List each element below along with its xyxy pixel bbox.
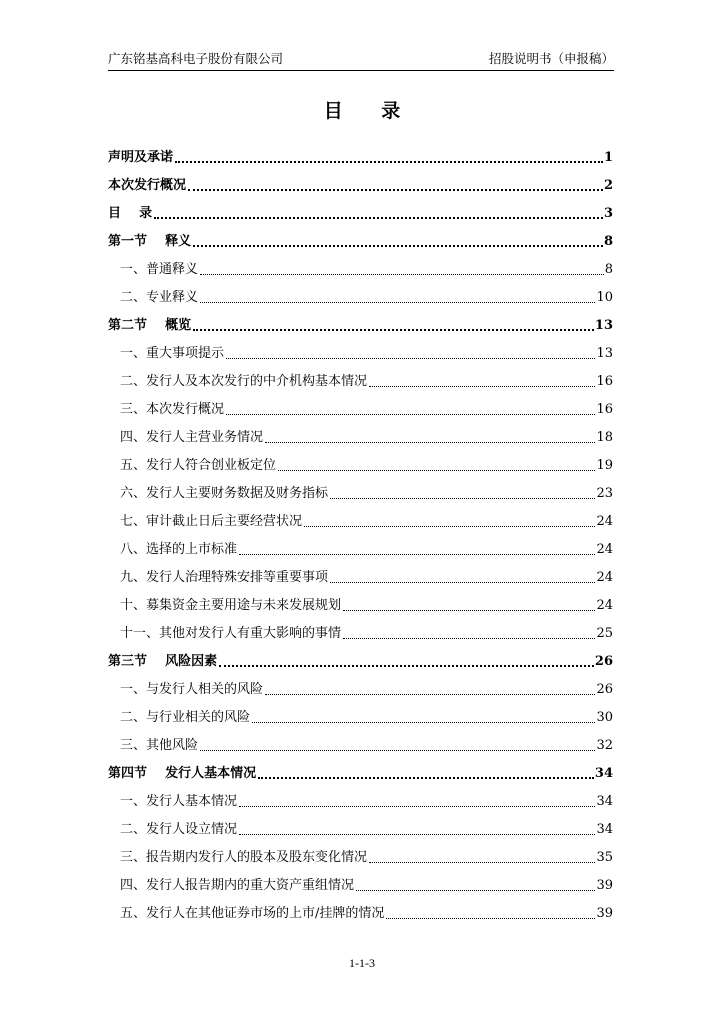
toc-entry-page: 26 — [594, 654, 613, 669]
toc-entry-page: 32 — [596, 738, 613, 753]
toc-entry-page: 2 — [603, 178, 613, 193]
toc-entry-label: 七、审计截止日后主要经营状况 — [120, 514, 303, 529]
toc-entry-label: 四、发行人主营业务情况 — [120, 430, 264, 445]
toc-leader-dots — [193, 328, 594, 331]
toc-entry-label: 二、发行人设立情况 — [120, 822, 238, 837]
toc-entry-label: 二、发行人及本次发行的中介机构基本情况 — [120, 374, 368, 389]
toc-entry-label: 四、发行人报告期内的重大资产重组情况 — [120, 878, 355, 893]
toc-entry-page: 39 — [596, 878, 613, 893]
toc-entry-label: 第四节 发行人基本情况 — [108, 766, 257, 781]
toc-entry-page: 30 — [596, 710, 613, 725]
toc-entry-page: 25 — [596, 626, 613, 641]
toc-entry[interactable] — [108, 558, 613, 586]
toc-leader-dots — [239, 833, 595, 835]
page-number: 1-1-3 — [349, 956, 375, 970]
toc-entry-label: 声明及承诺 — [108, 150, 174, 165]
toc-entry[interactable] — [108, 502, 613, 530]
toc-entry-label: 十一、其他对发行人有重大影响的事情 — [120, 626, 342, 641]
toc-entry[interactable] — [108, 166, 613, 194]
toc-entry[interactable] — [108, 698, 613, 726]
toc-leader-dots — [154, 216, 603, 219]
toc-entry-page: 13 — [596, 346, 613, 361]
toc-leader-dots — [343, 637, 595, 639]
toc-entry-label: 本次发行概况 — [108, 178, 187, 193]
toc-entry[interactable] — [108, 418, 613, 446]
toc-entry-page: 23 — [596, 486, 613, 501]
toc-leader-dots — [219, 664, 594, 667]
toc-entry-label: 一、重大事项提示 — [120, 346, 225, 361]
toc-entry[interactable] — [108, 194, 613, 222]
toc-entry-page: 39 — [596, 906, 613, 921]
toc-entry-label: 十、募集资金主要用途与未来发展规划 — [120, 598, 342, 613]
toc-leader-dots — [386, 917, 595, 919]
toc-entry-label: 三、其他风险 — [120, 738, 199, 753]
toc-entry[interactable] — [108, 474, 613, 502]
toc-entry-label: 三、本次发行概况 — [120, 402, 225, 417]
toc-entry-label: 目 录 — [108, 206, 153, 221]
toc-entry-page: 19 — [596, 458, 613, 473]
toc-entry[interactable] — [108, 782, 613, 810]
toc-entry-label: 二、专业释义 — [120, 290, 199, 305]
toc-entry-label: 第一节 释义 — [108, 234, 192, 249]
page-header — [108, 50, 614, 71]
toc-entry-page: 35 — [596, 850, 613, 865]
toc-leader-dots — [200, 749, 595, 751]
toc-entry-label: 二、与行业相关的风险 — [120, 710, 251, 725]
toc-entry[interactable] — [108, 334, 613, 362]
toc-leader-dots — [304, 525, 595, 527]
toc-leader-dots — [226, 413, 595, 415]
toc-entry-page: 34 — [594, 766, 613, 781]
toc-leader-dots — [200, 301, 595, 303]
toc-leader-dots — [265, 693, 595, 695]
toc-leader-dots — [188, 188, 603, 191]
toc-leader-dots — [258, 776, 594, 779]
toc-entry-page: 18 — [596, 430, 613, 445]
toc-leader-dots — [239, 553, 595, 555]
toc-leader-dots — [369, 385, 595, 387]
header-company: 广东铭基高科电子股份有限公司 — [108, 51, 284, 66]
toc-entry[interactable] — [108, 726, 613, 754]
toc-entry-page: 3 — [603, 206, 613, 221]
toc-leader-dots — [252, 721, 595, 723]
toc-entry[interactable] — [108, 390, 613, 418]
toc-entry-page: 24 — [596, 514, 613, 529]
toc-leader-dots — [175, 160, 603, 163]
toc-leader-dots — [200, 273, 604, 275]
toc-entry-label: 六、发行人主要财务数据及财务指标 — [120, 486, 329, 501]
toc-entry[interactable] — [108, 530, 613, 558]
toc-entry-label: 九、发行人治理特殊安排等重要事项 — [120, 570, 329, 585]
toc-leader-dots — [193, 244, 603, 247]
toc-entry[interactable] — [108, 642, 613, 670]
toc-entry[interactable] — [108, 446, 613, 474]
toc-entry[interactable] — [108, 894, 613, 922]
toc-entry-page: 34 — [596, 822, 613, 837]
toc-entry[interactable] — [108, 278, 613, 306]
toc-entry-label: 五、发行人在其他证券市场的上市/挂牌的情况 — [120, 906, 385, 921]
toc-leader-dots — [343, 609, 595, 611]
page-title: 目 录 — [323, 100, 417, 122]
toc-entry-label: 一、与发行人相关的风险 — [120, 682, 264, 697]
toc-entry-page: 13 — [594, 318, 613, 333]
toc-entry-label: 一、发行人基本情况 — [120, 794, 238, 809]
toc-entry[interactable] — [108, 614, 613, 642]
toc-entry-page: 10 — [596, 290, 613, 305]
toc-entry[interactable] — [108, 138, 613, 166]
toc-entry-page: 24 — [596, 570, 613, 585]
toc-entry-page: 8 — [604, 262, 613, 277]
toc-entry[interactable] — [108, 222, 613, 250]
toc-entry-page: 24 — [596, 598, 613, 613]
toc-entry-page: 16 — [596, 374, 613, 389]
toc-entry[interactable] — [108, 670, 613, 698]
toc-leader-dots — [265, 441, 595, 443]
toc-entry-page: 26 — [596, 682, 613, 697]
toc-leader-dots — [369, 861, 595, 863]
toc-entry-label: 八、选择的上市标准 — [120, 542, 238, 557]
toc-entry-page: 8 — [603, 234, 613, 249]
toc-entry-label: 第二节 概览 — [108, 318, 192, 333]
header-doc-type: 招股说明书（申报稿） — [488, 51, 614, 66]
toc-entry-label: 三、报告期内发行人的股本及股东变化情况 — [120, 850, 368, 865]
toc-entry[interactable] — [108, 810, 613, 838]
toc-entry-page: 1 — [603, 150, 613, 165]
toc-leader-dots — [226, 357, 595, 359]
toc-entry-label: 第三节 风险因素 — [108, 654, 218, 669]
toc-entry-page: 34 — [596, 794, 613, 809]
toc-entry-label: 五、发行人符合创业板定位 — [120, 458, 277, 473]
toc-entry-page: 16 — [596, 402, 613, 417]
toc-entry-label: 一、普通释义 — [120, 262, 199, 277]
toc-entry[interactable] — [108, 586, 613, 614]
toc-leader-dots — [278, 469, 595, 471]
toc-entry[interactable] — [108, 250, 613, 278]
toc-leader-dots — [239, 805, 595, 807]
toc-entry-page: 24 — [596, 542, 613, 557]
toc-entry[interactable] — [108, 866, 613, 894]
toc-entry[interactable] — [108, 838, 613, 866]
table-of-contents — [108, 138, 613, 922]
toc-entry[interactable] — [108, 362, 613, 390]
toc-leader-dots — [330, 497, 595, 499]
toc-leader-dots — [330, 581, 595, 583]
toc-entry[interactable] — [108, 306, 613, 334]
toc-leader-dots — [356, 889, 595, 891]
toc-entry[interactable] — [108, 754, 613, 782]
